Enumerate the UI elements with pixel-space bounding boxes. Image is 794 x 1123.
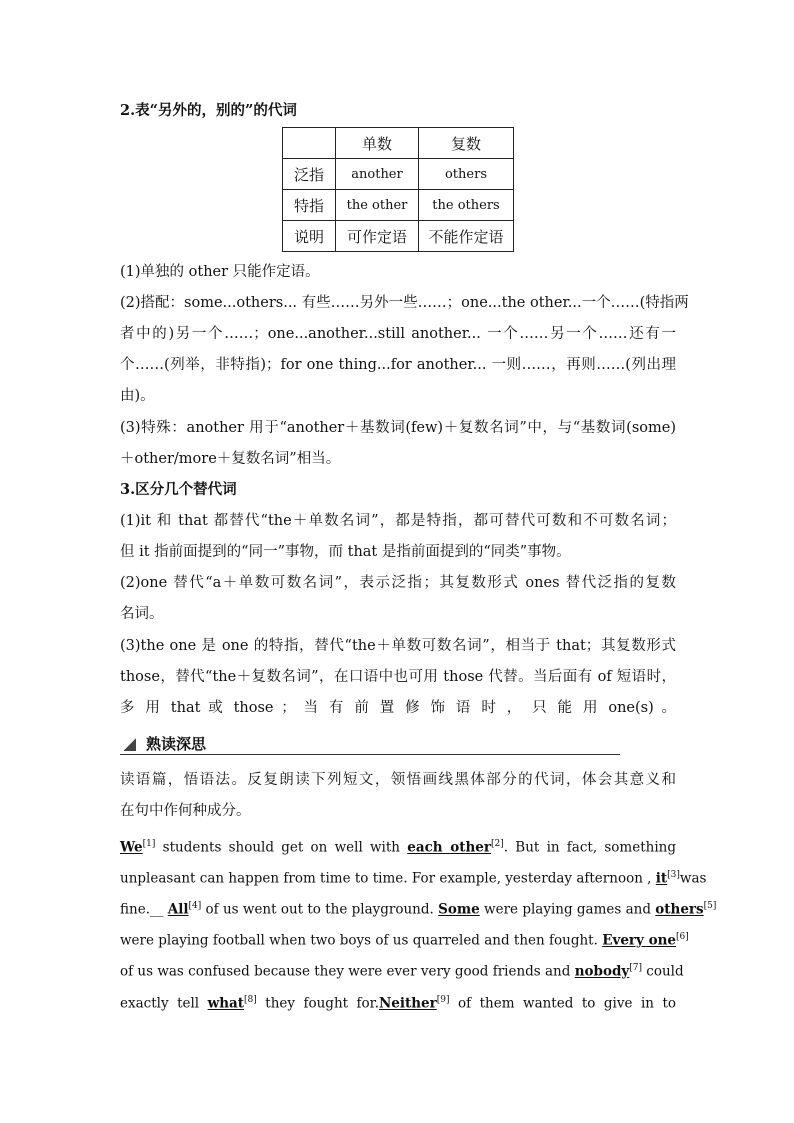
table-cell [283, 128, 336, 159]
passage-text: could [642, 963, 684, 980]
passage-line [120, 927, 689, 951]
pronoun-what: what [207, 995, 245, 1012]
pronoun-all: All [167, 901, 189, 918]
passage-text: of them wanted to give in to [449, 995, 677, 1012]
passage-line [120, 865, 707, 889]
footnote-number: [9] [436, 995, 450, 1005]
pronoun-others: others [655, 901, 704, 918]
passage-text: of us was confused because they were ever very good friends and [120, 963, 575, 980]
paragraph-line: 但 it 指前面提到的“同一”事物，而 that 是指前面提到的“同类”事物。 [120, 544, 571, 560]
passage-line [120, 834, 676, 858]
pronoun-neither: Neither [378, 995, 437, 1012]
paragraph-line: those，替代“the＋复数名词”，在口语中也可用 those 代替。当后面有 of 短语时， [120, 669, 676, 685]
table-cell: 可作定语 [336, 221, 419, 252]
paragraph-line: 在句中作何种成分。 [120, 803, 251, 819]
pronoun-some: Some [438, 901, 480, 918]
table-cell: 单数 [336, 128, 419, 159]
section-header [120, 734, 620, 755]
footnote-number: [6] [675, 932, 689, 942]
heading-substitutes: 3.区分几个替代词 [120, 481, 237, 498]
paragraph-line: (1)it 和 that 都替代“the＋单数名词”，都是特指，都可替代可数和不可数名词； [120, 513, 676, 529]
passage-text: they fought for. [256, 995, 379, 1012]
other-pronoun-table [282, 127, 514, 252]
passage-text: was [679, 870, 707, 887]
table-cell: another [336, 159, 419, 190]
pronoun-every-one: Every one [602, 932, 676, 949]
table-cell: the others [419, 190, 514, 221]
table-row [283, 190, 514, 221]
paragraph-line: 名词。 [120, 606, 164, 622]
table-cell: 泛指 [283, 159, 336, 190]
passage-line [120, 990, 676, 1014]
paragraph-line: (3)the one 是 one 的特指，替代“the＋单数可数名词”，相当于 that；其复数形式 [120, 638, 676, 654]
footnote-number: [1] [142, 839, 156, 849]
passage-text: of us went out to the playground. [201, 901, 439, 918]
paragraph-line: ＋other/more＋复数名词”相当。 [120, 451, 341, 467]
table-row [283, 221, 514, 252]
passage-text: . But in fact, something [503, 839, 676, 856]
passage-text: unpleasant can happen from time to time. For example, yesterday afternoon , [120, 870, 656, 887]
paragraph-line: (2)one 替代“a＋单数可数名词”，表示泛指；其复数形式 ones 替代泛指的复数 [120, 575, 676, 591]
passage-text: fine.__ [120, 901, 168, 918]
table-row [283, 159, 514, 190]
table-cell: the other [336, 190, 419, 221]
heading-other-pronouns: 2.表“另外的，别的”的代词 [120, 102, 297, 119]
pronoun-it: it [655, 870, 668, 887]
pronoun-we: We [120, 839, 143, 856]
paragraph-line: 者中的)另一个……；one...another...still another... 一个……另一个……还有一 [120, 326, 676, 342]
passage-line [120, 958, 684, 982]
footnote-number: [8] [244, 995, 257, 1005]
footnote-number: [3] [667, 870, 680, 880]
paragraph-line: (3)特殊：another 用于“another＋基数词(few)＋复数名词”中，与“基数词(some) [120, 420, 676, 436]
paragraph-line: 由)。 [120, 388, 155, 404]
passage-text: students should get on well with [155, 839, 408, 856]
pronoun-nobody: nobody [574, 963, 630, 980]
footnote-number: [2] [491, 839, 504, 849]
footnote-number: [4] [188, 901, 202, 911]
table-cell: others [419, 159, 514, 190]
paragraph-line: (1)单独的 other 只能作定语。 [120, 264, 320, 280]
paragraph-line: 读语篇，悟语法。反复朗读下列短文，领悟画线黑体部分的代词，体会其意义和 [120, 772, 676, 788]
passage-text: exactly tell [120, 995, 208, 1012]
table-cell: 复数 [419, 128, 514, 159]
paragraph-line: (2)搭配：some...others... 有些……另外一些……；one...the other...一个……(特指两 [120, 295, 689, 311]
table-cell: 特指 [283, 190, 336, 221]
table-row [283, 128, 514, 159]
pronoun-each-other: each other [407, 839, 492, 856]
passage-line [120, 896, 717, 920]
paragraph-line: 个……(列举，非特指)；for one thing...for another... 一则……，再则……(列出理 [120, 357, 676, 373]
paragraph-line: 多 用 that 或 those ； 当 有 前 置 修 饰 语 时 ， 只 能 用 one(s) 。 [120, 700, 676, 716]
passage-text: were playing games and [479, 901, 656, 918]
triangle-icon [124, 737, 136, 751]
footnote-number: [5] [703, 901, 717, 911]
section-title: 熟读深思 [146, 735, 207, 753]
table-cell: 不能作定语 [419, 221, 514, 252]
passage-text: were playing football when two boys of us quarreled and then fought. [120, 932, 603, 949]
footnote-number: [7] [629, 963, 642, 973]
table-cell: 说明 [283, 221, 336, 252]
